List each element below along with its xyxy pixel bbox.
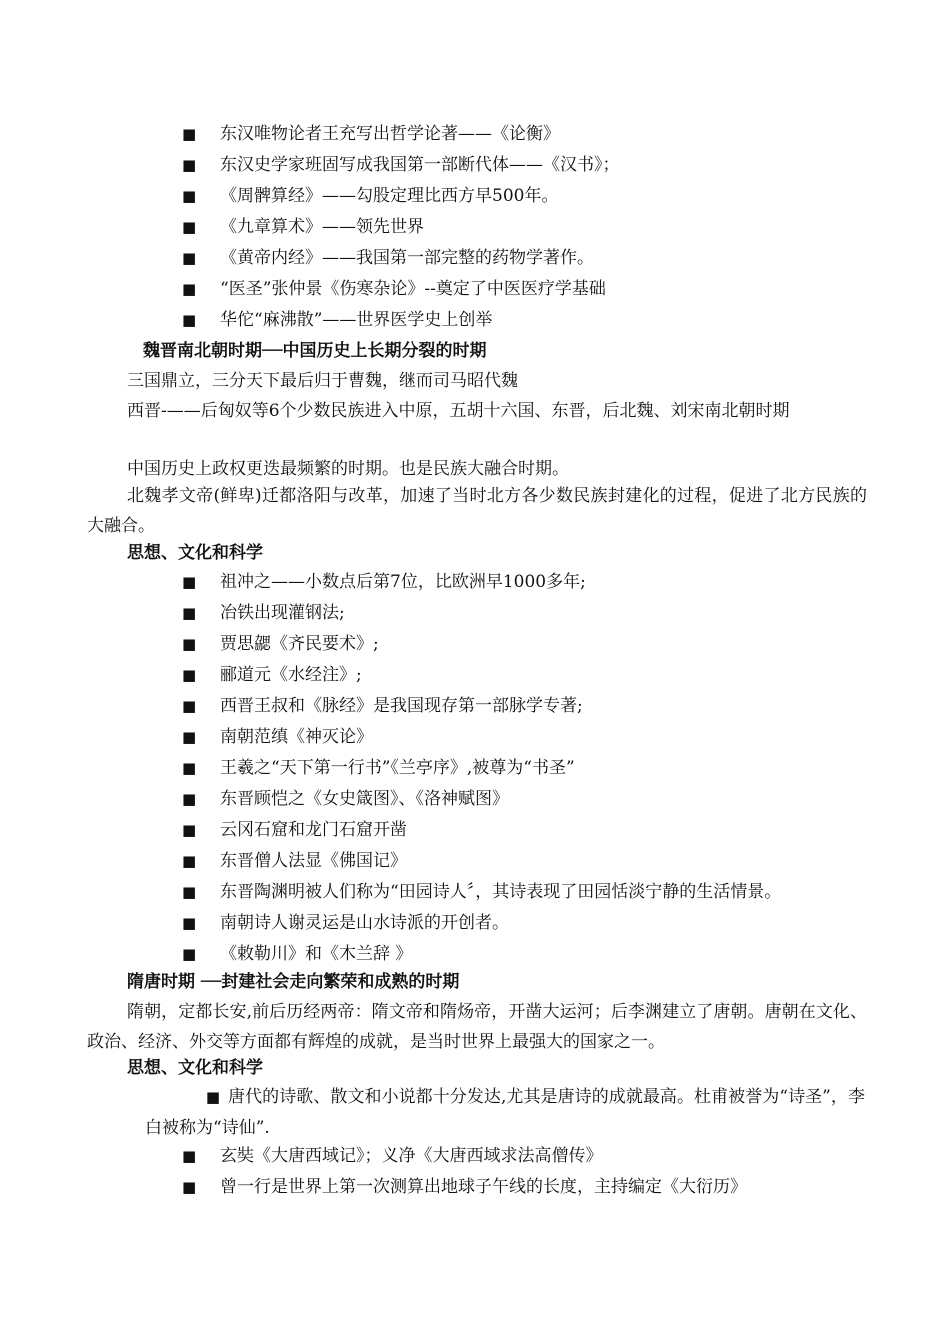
list-item — [182, 850, 882, 872]
bullet-icon: ■ — [182, 218, 197, 236]
bullet-icon: ■ — [182, 280, 197, 298]
list-item-text: 贾思勰《齐民要术》; — [220, 634, 379, 654]
subsection-heading: 思想、文化和科学 — [127, 1058, 263, 1078]
bullet-icon: ■ — [182, 1147, 197, 1165]
list-item-text: 西晋王叔和《脉经》是我国现存第一部脉学专著; — [220, 696, 583, 716]
list-item-text: 南朝诗人谢灵运是山水诗派的开创者。 — [220, 913, 509, 933]
paragraph: 北魏孝文帝(鲜卑)迁都洛阳与改革，加速了当时北方各少数民族封建化的过程，促进了北方民族的大融合。 — [87, 486, 867, 536]
bullet-icon: ■ — [182, 945, 197, 963]
list-item-text: 唐代的诗歌、散文和小说都十分发达,尤其是唐诗的成就最高。杜甫被誉为“诗圣”，李白被称为“诗仙”. — [145, 1087, 865, 1138]
bullet-icon: ■ — [182, 914, 197, 932]
list-item — [182, 757, 882, 779]
list-item-text: 南朝范缜《神灭论》 — [220, 727, 373, 747]
bullet-icon: ■ — [182, 852, 197, 870]
list-item — [182, 247, 882, 269]
list-item — [182, 819, 882, 841]
list-item-text: 玄奘《大唐西域记》；义净《大唐西域求法高僧传》 — [220, 1146, 603, 1166]
list-item — [182, 602, 882, 624]
bullet-icon: ■ — [182, 697, 197, 715]
list-item-text: 《敕勒川》和《木兰辞 》 — [220, 944, 413, 964]
bullet-icon: ■ — [182, 635, 197, 653]
list-item — [182, 123, 882, 145]
bullet-icon: ■ — [182, 125, 197, 143]
list-item-text: 《九章算术》——领先世界 — [220, 217, 424, 237]
bullet-icon: ■ — [182, 821, 197, 839]
list-item — [182, 278, 882, 300]
list-item — [182, 309, 882, 331]
list-item — [182, 664, 882, 686]
bullet-icon: ■ — [182, 156, 197, 174]
bullet-icon: ■ — [205, 1088, 220, 1106]
list-item — [182, 695, 882, 717]
paragraph: 三国鼎立，三分天下最后归于曹魏，继而司马昭代魏 — [127, 371, 518, 391]
section-heading: 魏晋南北朝时期──中国历史上长期分裂的时期 — [143, 341, 487, 361]
list-item-text: 华佗“麻沸散”——世界医学史上创举 — [220, 310, 493, 330]
bullet-icon: ■ — [182, 187, 197, 205]
list-item-text: 东汉史学家班固写成我国第一部断代体——《汉书》； — [220, 155, 620, 175]
list-item — [182, 1176, 882, 1198]
list-item-text: 《黄帝内经》——我国第一部完整的药物学著作。 — [220, 248, 594, 268]
bullet-icon: ■ — [182, 249, 197, 267]
list-item-text: 王羲之“天下第一行书”《兰亭序》,被尊为“书圣” — [220, 758, 575, 778]
list-item — [182, 912, 882, 934]
list-item-text: 郦道元《水经注》; — [220, 665, 362, 685]
paragraph: 西晋-——后匈奴等6个少数民族进入中原，五胡十六国、东晋，后北魏、刘宋南北朝时期 — [127, 401, 790, 421]
list-item — [182, 154, 882, 176]
list-item — [182, 633, 882, 655]
bullet-icon: ■ — [182, 759, 197, 777]
bullet-icon: ■ — [182, 1178, 197, 1196]
list-item-text: 祖冲之——小数点后第7位，比欧洲早1000多年; — [220, 572, 586, 592]
list-item — [182, 185, 882, 207]
list-item-text: 东晋僧人法显《佛国记》 — [220, 851, 407, 871]
bullet-icon: ■ — [182, 666, 197, 684]
list-item-text: 东晋陶渊明被人们称为“田园诗人〞，其诗表现了田园恬淡宁静的生活情景。 — [220, 882, 782, 902]
paragraph: 中国历史上政权更迭最频繁的时期。也是民族大融合时期。 — [127, 459, 569, 479]
bullet-icon: ■ — [182, 883, 197, 901]
bullet-icon: ■ — [182, 604, 197, 622]
list-item — [145, 1082, 865, 1144]
list-item — [182, 1145, 882, 1167]
list-item-text: 《周髀算经》——勾股定理比西方早500年。 — [220, 186, 559, 206]
list-item — [182, 943, 882, 965]
list-item-text: 东晋顾恺之《女史箴图》、《洛神赋图》 — [220, 789, 509, 809]
list-item-text: 东汉唯物论者王充写出哲学论著——《论衡》 — [220, 124, 560, 144]
bullet-icon: ■ — [182, 311, 197, 329]
list-item — [182, 726, 882, 748]
list-item — [182, 881, 882, 903]
subsection-heading: 思想、文化和科学 — [127, 543, 263, 563]
list-item — [182, 216, 882, 238]
paragraph: 隋朝，定都长安,前后历经两帝：隋文帝和隋炀帝，开凿大运河；后李渊建立了唐朝。唐朝在文化、政治、经济、外交等方面都有辉煌的成就，是当时世界上最强大的国家之一。 — [87, 1002, 867, 1052]
list-item — [182, 788, 882, 810]
bullet-icon: ■ — [182, 573, 197, 591]
bullet-icon: ■ — [182, 790, 197, 808]
list-item-text: 冶铁出现灌钢法; — [220, 603, 345, 623]
list-item — [182, 571, 882, 593]
bullet-icon: ■ — [182, 728, 197, 746]
section-heading: 隋唐时期 ──封建社会走向繁荣和成熟的时期 — [127, 972, 460, 992]
list-item-text: “医圣”张仲景《伤寒杂论》--奠定了中医医疗学基础 — [220, 279, 606, 299]
list-item-text: 曾一行是世界上第一次测算出地球子午线的长度，主持编定《大衍历》 — [220, 1177, 747, 1197]
list-item-text: 云冈石窟和龙门石窟开凿 — [220, 820, 407, 840]
